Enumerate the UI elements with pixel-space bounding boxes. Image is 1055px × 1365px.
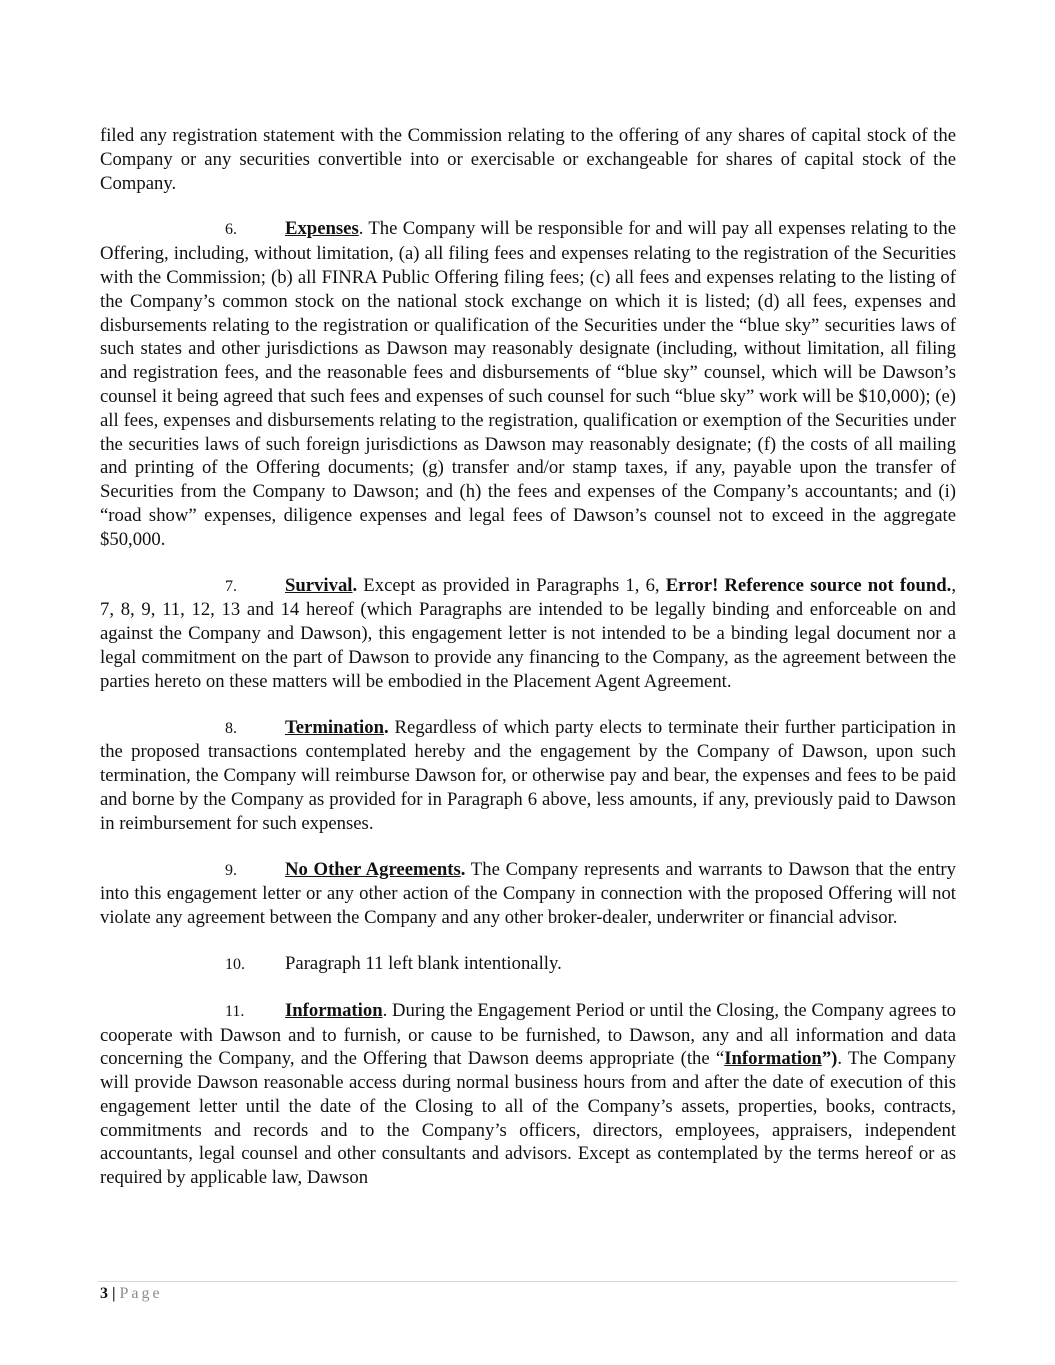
section-7-survival: [100, 574, 956, 694]
section-text-continued: , 7, 8, 9, 11, 12, 13 and 14 hereof (which Paragraphs are intended to be legally binding and enforceable on and against the Company and Dawson), this engagement letter is not intended to be a binding legal document nor a legal commitment on the part of Dawson to provide any financing to the Company, as the agreement between the parties hereto on these matters will be embodied in the Placement Agent Agreement.: [100, 574, 956, 692]
section-9-no-other-agreements: [100, 858, 956, 930]
section-number: 7.: [225, 577, 237, 595]
section-8-termination: [100, 716, 956, 836]
heading-period: .: [352, 574, 358, 596]
section-text: Regardless of which party elects to terminate their further participation in the proposed transactions contemplated hereby and the engagement by the Company of Dawson, upon such termination, the Company will reimburse Dawson for, or otherwise pay and bear, the expenses and fees to be paid and borne by the Company as provided for in Paragraph 6 above, less amounts, if any, previously paid to Dawson in reimbursement for such expenses.: [100, 716, 956, 834]
footer-divider: [98, 1281, 958, 1282]
section-text-continued: . The Company will provide Dawson reasonable access during normal business hours from and after the date of execution of this engagement letter until the date of the Closing to all of the Company’s assets, properties, books, contracts, commitments and records and to the Company’s officers, directors, employees, appraisers, independent accountants, legal counsel and other consultants and advisors. Except as contemplated by the terms hereof or as required by applicable law, Dawson: [100, 1048, 957, 1189]
section-number: 11.: [225, 1002, 245, 1020]
section-11-information: [100, 999, 956, 1190]
section-number: 10.: [225, 955, 245, 973]
section-heading: Expenses: [285, 218, 359, 240]
defined-term-close: ”): [821, 1048, 838, 1070]
section-text: . The Company will be responsible for and will pay all expenses relating to the Offering, including, without limitation, (a) all filing fees and expenses relating to the registration of the Securities with the Commission; (b) all FINRA Public Offering filing fees; (c) all fees and expenses relating to the listing of the Company’s common stock on the national stock exchange on which it is listed; (d) all fees, expenses and disbursements relating to the registration or qualification of the Securities under the “blue sky” securities laws of such states and other jurisdictions as Dawson may reasonably designate (including, without limitation, all filing and registration fees, and the reasonable fees and disbursements of “blue sky” counsel, which will be Dawson’s counsel it being agreed that such fees and expenses of such counsel for such “blue sky” work will be $10,000); (e) all fees, expenses and disbursements relating to the registration, qualification or exemption of the Securities under the securities laws of such foreign jurisdictions as Dawson may reasonably designate; (f) the costs of all mailing and printing of the Offering documents; (g) transfer and/or stamp taxes, if any, payable upon the transfer of Securities from the Company to Dawson; and (h) the fees and expenses of the Company’s accountants; and (i) “road show” expenses, diligence expenses and legal fees of Dawson’s counsel not to exceed in the aggregate $50,000.: [100, 218, 956, 550]
page-footer: [100, 1285, 163, 1303]
heading-period: .: [383, 716, 389, 738]
heading-period: .: [460, 858, 466, 880]
section-10-blank: [100, 952, 956, 977]
section-heading: Information: [285, 999, 383, 1021]
paragraph-intro: filed any registration statement with the Commission relating to the offering of any shares of capital stock of the Company or any securities convertible into or exercisable or exchangeable for shares of capital stock of the Company.: [100, 125, 956, 194]
defined-term: Information: [724, 1048, 822, 1070]
section-text: Paragraph 11 left blank intentionally.: [285, 952, 562, 974]
section-6-expenses: [100, 217, 956, 551]
section-heading: No Other Agreements: [285, 858, 461, 880]
reference-error: Error! Reference source not found.: [665, 574, 952, 596]
section-number: 9.: [225, 861, 237, 879]
section-number: 8.: [225, 719, 237, 737]
page-number: 3: [100, 1285, 108, 1302]
footer-separator: |: [112, 1285, 116, 1302]
section-heading: Survival: [285, 574, 353, 596]
section-heading: Termination: [285, 716, 384, 738]
section-number: 6.: [225, 221, 237, 239]
section-text: . During the Engagement Period or until the Closing, the Company agrees to cooperate with Dawson and to furnish, or cause to be furnished, to Dawson, any and all information and data concerning the Company, and the Offering that Dawson deems appropriate (the “: [100, 999, 956, 1070]
section-text: The Company represents and warrants to Dawson that the entry into this engagement letter or any other action of the Company in connection with the proposed Offering will not violate any agreement between the Company and any other broker-dealer, underwriter or financial advisor.: [100, 858, 956, 929]
document-body: [100, 124, 956, 1212]
section-text: Except as provided in Paragraphs 1, 6,: [357, 574, 666, 596]
page-label: Page: [119, 1285, 163, 1302]
